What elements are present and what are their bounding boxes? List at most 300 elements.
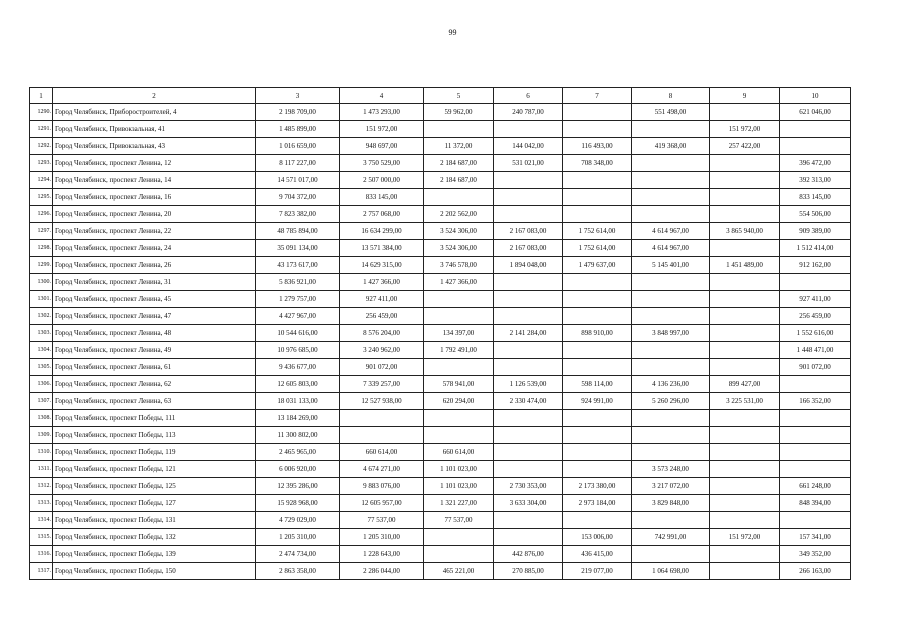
value-cell: 578 941,00 <box>424 376 494 393</box>
value-cell: 1 448 471,00 <box>780 342 851 359</box>
value-cell: 12 527 938,00 <box>340 393 424 410</box>
value-cell: 4 427 967,00 <box>256 308 340 325</box>
value-cell: 833 145,00 <box>780 189 851 206</box>
value-cell: 531 021,00 <box>494 155 563 172</box>
value-cell: 598 114,00 <box>563 376 632 393</box>
value-cell: 1 228 643,00 <box>340 546 424 563</box>
value-cell: 924 991,00 <box>563 393 632 410</box>
value-cell <box>780 376 851 393</box>
address-cell: Город Челябинск, проспект Ленина, 63 <box>53 393 256 410</box>
value-cell <box>563 444 632 461</box>
value-cell: 2 474 734,00 <box>256 546 340 563</box>
value-cell <box>710 274 780 291</box>
value-cell: 3 848 997,00 <box>632 325 710 342</box>
value-cell <box>632 546 710 563</box>
value-cell: 10 976 685,00 <box>256 342 340 359</box>
value-cell: 4 136 236,00 <box>632 376 710 393</box>
value-cell <box>710 461 780 478</box>
value-cell <box>424 359 494 376</box>
value-cell <box>780 274 851 291</box>
value-cell: 12 605 803,00 <box>256 376 340 393</box>
value-cell: 2 465 965,00 <box>256 444 340 461</box>
value-cell: 901 072,00 <box>780 359 851 376</box>
row-number-cell: 1294. <box>30 172 53 189</box>
row-number-cell: 1317. <box>30 563 53 580</box>
value-cell: 219 077,00 <box>563 563 632 580</box>
value-cell: 2 173 380,00 <box>563 478 632 495</box>
row-number-cell: 1304. <box>30 342 53 359</box>
value-cell <box>632 189 710 206</box>
row-number-cell: 1303. <box>30 325 53 342</box>
value-cell <box>780 444 851 461</box>
address-cell: Город Челябинск, проспект Победы, 113 <box>53 427 256 444</box>
value-cell <box>632 206 710 223</box>
value-cell <box>494 172 563 189</box>
value-cell <box>424 291 494 308</box>
header-cell: 5 <box>424 88 494 104</box>
value-cell: 1 427 366,00 <box>424 274 494 291</box>
address-cell: Город Челябинск, проспект Победы, 125 <box>53 478 256 495</box>
value-cell: 436 415,00 <box>563 546 632 563</box>
value-cell <box>563 172 632 189</box>
value-cell <box>632 342 710 359</box>
value-cell: 661 248,00 <box>780 478 851 495</box>
value-cell <box>424 546 494 563</box>
table-row <box>30 223 851 240</box>
row-number-cell: 1311. <box>30 461 53 478</box>
value-cell: 2 286 044,00 <box>340 563 424 580</box>
value-cell: 18 031 133,00 <box>256 393 340 410</box>
value-cell: 13 571 384,00 <box>340 240 424 257</box>
row-number-cell: 1296. <box>30 206 53 223</box>
header-cell: 7 <box>563 88 632 104</box>
value-cell <box>710 444 780 461</box>
value-cell: 909 389,00 <box>780 223 851 240</box>
value-cell <box>710 155 780 172</box>
value-cell: 9 883 076,00 <box>340 478 424 495</box>
table-row <box>30 342 851 359</box>
value-cell: 1 485 899,00 <box>256 121 340 138</box>
table-row <box>30 138 851 155</box>
value-cell: 10 544 616,00 <box>256 325 340 342</box>
value-cell <box>780 121 851 138</box>
table-row <box>30 478 851 495</box>
value-cell: 3 865 940,00 <box>710 223 780 240</box>
row-number-cell: 1305. <box>30 359 53 376</box>
value-cell <box>710 104 780 121</box>
value-cell <box>710 495 780 512</box>
value-cell <box>563 121 632 138</box>
table-header-row <box>30 88 851 104</box>
value-cell: 1 427 366,00 <box>340 274 424 291</box>
value-cell: 419 368,00 <box>632 138 710 155</box>
value-cell: 927 411,00 <box>340 291 424 308</box>
value-cell: 48 785 894,00 <box>256 223 340 240</box>
header-cell: 1 <box>30 88 53 104</box>
value-cell <box>563 189 632 206</box>
value-cell: 1 473 293,00 <box>340 104 424 121</box>
address-cell: Город Челябинск, проспект Победы, 132 <box>53 529 256 546</box>
value-cell <box>710 342 780 359</box>
value-cell: 134 397,00 <box>424 325 494 342</box>
value-cell <box>563 206 632 223</box>
value-cell: 899 427,00 <box>710 376 780 393</box>
row-number-cell: 1314. <box>30 512 53 529</box>
value-cell <box>710 308 780 325</box>
value-cell: 2 757 068,00 <box>340 206 424 223</box>
address-cell: Город Челябинск, проспект Победы, 131 <box>53 512 256 529</box>
value-cell <box>632 512 710 529</box>
address-cell: Город Челябинск, проспект Ленина, 47 <box>53 308 256 325</box>
value-cell: 11 300 802,00 <box>256 427 340 444</box>
table-row <box>30 359 851 376</box>
value-cell <box>563 359 632 376</box>
address-cell: Город Челябинск, проспект Ленина, 48 <box>53 325 256 342</box>
table-row <box>30 410 851 427</box>
row-number-cell: 1307. <box>30 393 53 410</box>
value-cell: 898 910,00 <box>563 325 632 342</box>
value-cell <box>494 512 563 529</box>
value-cell <box>710 427 780 444</box>
value-cell <box>710 240 780 257</box>
value-cell: 257 422,00 <box>710 138 780 155</box>
value-cell <box>632 444 710 461</box>
value-cell: 3 829 848,00 <box>632 495 710 512</box>
value-cell <box>563 427 632 444</box>
value-cell: 1 205 310,00 <box>340 529 424 546</box>
value-cell: 392 313,00 <box>780 172 851 189</box>
value-cell: 7 823 382,00 <box>256 206 340 223</box>
value-cell: 620 294,00 <box>424 393 494 410</box>
value-cell <box>780 512 851 529</box>
value-cell: 166 352,00 <box>780 393 851 410</box>
header-cell: 6 <box>494 88 563 104</box>
value-cell <box>563 274 632 291</box>
value-cell: 396 472,00 <box>780 155 851 172</box>
row-number-cell: 1293. <box>30 155 53 172</box>
value-cell: 15 928 968,00 <box>256 495 340 512</box>
value-cell <box>424 529 494 546</box>
value-cell <box>710 546 780 563</box>
value-cell <box>494 274 563 291</box>
value-cell: 4 614 967,00 <box>632 240 710 257</box>
table-row <box>30 121 851 138</box>
header-cell: 10 <box>780 88 851 104</box>
value-cell: 901 072,00 <box>340 359 424 376</box>
value-cell <box>563 410 632 427</box>
table-row <box>30 189 851 206</box>
row-number-cell: 1312. <box>30 478 53 495</box>
header-cell: 8 <box>632 88 710 104</box>
value-cell: 1 321 227,00 <box>424 495 494 512</box>
value-cell <box>632 274 710 291</box>
value-cell: 77 537,00 <box>424 512 494 529</box>
table-row <box>30 376 851 393</box>
address-cell: Город Челябинск, проспект Ленина, 16 <box>53 189 256 206</box>
address-cell: Город Челябинск, проспект Ленина, 49 <box>53 342 256 359</box>
value-cell <box>494 206 563 223</box>
value-cell <box>710 512 780 529</box>
value-cell: 1 752 614,00 <box>563 223 632 240</box>
value-cell: 13 184 269,00 <box>256 410 340 427</box>
value-cell <box>494 121 563 138</box>
value-cell <box>563 512 632 529</box>
value-cell: 3 746 578,00 <box>424 257 494 274</box>
table-row <box>30 461 851 478</box>
row-number-cell: 1298. <box>30 240 53 257</box>
row-number-cell: 1316. <box>30 546 53 563</box>
value-cell <box>632 410 710 427</box>
value-cell: 2 184 687,00 <box>424 172 494 189</box>
value-cell: 6 006 920,00 <box>256 461 340 478</box>
table-row <box>30 546 851 563</box>
value-cell: 8 117 227,00 <box>256 155 340 172</box>
address-cell: Город Челябинск, проспект Ленина, 31 <box>53 274 256 291</box>
value-cell <box>632 291 710 308</box>
table-row <box>30 427 851 444</box>
row-number-cell: 1290. <box>30 104 53 121</box>
value-cell <box>494 461 563 478</box>
value-cell: 3 573 248,00 <box>632 461 710 478</box>
value-cell: 3 217 072,00 <box>632 478 710 495</box>
value-cell <box>632 155 710 172</box>
value-cell: 2 198 709,00 <box>256 104 340 121</box>
value-cell: 8 576 204,00 <box>340 325 424 342</box>
value-cell <box>494 308 563 325</box>
value-cell: 2 507 000,00 <box>340 172 424 189</box>
value-cell <box>780 461 851 478</box>
value-cell: 11 372,00 <box>424 138 494 155</box>
value-cell: 465 221,00 <box>424 563 494 580</box>
value-cell <box>494 427 563 444</box>
row-number-cell: 1315. <box>30 529 53 546</box>
value-cell <box>424 308 494 325</box>
table-row <box>30 325 851 342</box>
row-number-cell: 1301. <box>30 291 53 308</box>
value-cell: 660 614,00 <box>424 444 494 461</box>
value-cell: 742 991,00 <box>632 529 710 546</box>
value-cell <box>340 427 424 444</box>
table-row <box>30 104 851 121</box>
value-cell: 621 046,00 <box>780 104 851 121</box>
value-cell: 2 863 358,00 <box>256 563 340 580</box>
row-number-cell: 1313. <box>30 495 53 512</box>
value-cell: 144 042,00 <box>494 138 563 155</box>
page-number: 99 <box>448 28 457 37</box>
value-cell: 1 016 659,00 <box>256 138 340 155</box>
row-number-cell: 1300. <box>30 274 53 291</box>
address-cell: Город Челябинск, проспект Победы, 139 <box>53 546 256 563</box>
value-cell: 442 876,00 <box>494 546 563 563</box>
address-cell: Город Челябинск, проспект Ленина, 22 <box>53 223 256 240</box>
row-number-cell: 1299. <box>30 257 53 274</box>
value-cell: 12 395 286,00 <box>256 478 340 495</box>
row-number-cell: 1292. <box>30 138 53 155</box>
value-cell: 551 498,00 <box>632 104 710 121</box>
table-body <box>30 88 851 580</box>
value-cell <box>494 410 563 427</box>
value-cell <box>563 342 632 359</box>
value-cell: 151 972,00 <box>710 529 780 546</box>
row-number-cell: 1302. <box>30 308 53 325</box>
value-cell: 660 614,00 <box>340 444 424 461</box>
value-cell: 43 173 617,00 <box>256 257 340 274</box>
value-cell: 2 730 353,00 <box>494 478 563 495</box>
address-cell: Город Челябинск, проспект Ленина, 24 <box>53 240 256 257</box>
value-cell <box>494 359 563 376</box>
table-row <box>30 274 851 291</box>
value-cell: 349 352,00 <box>780 546 851 563</box>
value-cell: 2 141 284,00 <box>494 325 563 342</box>
address-cell: Город Челябинск, проспект Ленина, 12 <box>53 155 256 172</box>
value-cell <box>710 172 780 189</box>
row-number-cell: 1306. <box>30 376 53 393</box>
value-cell: 9 704 372,00 <box>256 189 340 206</box>
value-cell: 270 885,00 <box>494 563 563 580</box>
value-cell <box>494 529 563 546</box>
value-cell <box>494 444 563 461</box>
value-cell: 266 163,00 <box>780 563 851 580</box>
value-cell <box>424 121 494 138</box>
value-cell <box>563 291 632 308</box>
value-cell: 2 330 474,00 <box>494 393 563 410</box>
row-number-cell: 1297. <box>30 223 53 240</box>
value-cell: 151 972,00 <box>710 121 780 138</box>
value-cell <box>632 121 710 138</box>
value-cell <box>340 410 424 427</box>
value-cell <box>494 342 563 359</box>
value-cell <box>632 308 710 325</box>
value-cell: 5 836 921,00 <box>256 274 340 291</box>
value-cell: 116 493,00 <box>563 138 632 155</box>
address-cell: Город Челябинск, проспект Ленина, 26 <box>53 257 256 274</box>
value-cell <box>710 206 780 223</box>
value-cell: 1 064 698,00 <box>632 563 710 580</box>
header-cell: 3 <box>256 88 340 104</box>
value-cell: 1 101 023,00 <box>424 478 494 495</box>
header-cell: 4 <box>340 88 424 104</box>
value-cell: 554 506,00 <box>780 206 851 223</box>
value-cell <box>780 410 851 427</box>
value-cell: 9 436 677,00 <box>256 359 340 376</box>
value-cell: 77 537,00 <box>340 512 424 529</box>
value-cell: 3 633 304,00 <box>494 495 563 512</box>
value-cell: 708 348,00 <box>563 155 632 172</box>
value-cell: 1 101 023,00 <box>424 461 494 478</box>
value-cell <box>563 104 632 121</box>
value-cell <box>424 189 494 206</box>
value-cell: 1 451 489,00 <box>710 257 780 274</box>
value-cell <box>710 359 780 376</box>
table-row <box>30 291 851 308</box>
value-cell: 153 006,00 <box>563 529 632 546</box>
address-cell: Город Челябинск, проспект Ленина, 62 <box>53 376 256 393</box>
value-cell <box>632 427 710 444</box>
value-cell: 14 571 017,00 <box>256 172 340 189</box>
value-cell: 1 792 491,00 <box>424 342 494 359</box>
value-cell: 3 524 306,00 <box>424 223 494 240</box>
value-cell <box>424 427 494 444</box>
header-cell: 9 <box>710 88 780 104</box>
address-cell: Город Челябинск, проспект Победы, 127 <box>53 495 256 512</box>
value-cell: 151 972,00 <box>340 121 424 138</box>
table-row <box>30 308 851 325</box>
value-cell: 3 524 306,00 <box>424 240 494 257</box>
table-row <box>30 206 851 223</box>
value-cell: 833 145,00 <box>340 189 424 206</box>
value-cell: 3 750 529,00 <box>340 155 424 172</box>
value-cell: 3 225 531,00 <box>710 393 780 410</box>
value-cell: 14 629 315,00 <box>340 257 424 274</box>
address-cell: Город Челябинск, проспект Победы, 111 <box>53 410 256 427</box>
value-cell: 2 167 083,00 <box>494 240 563 257</box>
value-cell: 848 394,00 <box>780 495 851 512</box>
table-row <box>30 155 851 172</box>
value-cell: 1 552 616,00 <box>780 325 851 342</box>
address-cell: Город Челябинск, проспект Ленина, 61 <box>53 359 256 376</box>
address-cell: Город Челябинск, проспект Ленина, 45 <box>53 291 256 308</box>
value-cell <box>424 410 494 427</box>
table-row <box>30 257 851 274</box>
address-cell: Город Челябинск, Привокзальная, 43 <box>53 138 256 155</box>
address-cell: Город Челябинск, проспект Победы, 119 <box>53 444 256 461</box>
value-cell <box>710 325 780 342</box>
table-row <box>30 240 851 257</box>
register-table <box>29 87 851 580</box>
value-cell: 59 962,00 <box>424 104 494 121</box>
value-cell <box>710 563 780 580</box>
value-cell: 5 260 296,00 <box>632 393 710 410</box>
address-cell: Город Челябинск, проспект Победы, 121 <box>53 461 256 478</box>
value-cell: 3 240 962,00 <box>340 342 424 359</box>
value-cell <box>494 189 563 206</box>
table-row <box>30 172 851 189</box>
value-cell <box>710 410 780 427</box>
value-cell <box>780 138 851 155</box>
value-cell: 7 339 257,00 <box>340 376 424 393</box>
value-cell: 2 184 687,00 <box>424 155 494 172</box>
table-row <box>30 495 851 512</box>
row-number-cell: 1309. <box>30 427 53 444</box>
row-number-cell: 1295. <box>30 189 53 206</box>
address-cell: Город Челябинск, Привокзальная, 41 <box>53 121 256 138</box>
table-row <box>30 529 851 546</box>
value-cell: 157 341,00 <box>780 529 851 546</box>
value-cell: 4 729 029,00 <box>256 512 340 529</box>
value-cell: 16 634 299,00 <box>340 223 424 240</box>
row-number-cell: 1308. <box>30 410 53 427</box>
value-cell: 2 973 184,00 <box>563 495 632 512</box>
value-cell: 240 787,00 <box>494 104 563 121</box>
value-cell: 927 411,00 <box>780 291 851 308</box>
table-row <box>30 393 851 410</box>
value-cell: 35 091 134,00 <box>256 240 340 257</box>
value-cell: 1 894 048,00 <box>494 257 563 274</box>
row-number-cell: 1291. <box>30 121 53 138</box>
address-cell: Город Челябинск, Приборостроителей, 4 <box>53 104 256 121</box>
address-cell: Город Челябинск, проспект Победы, 150 <box>53 563 256 580</box>
row-number-cell: 1310. <box>30 444 53 461</box>
value-cell: 948 697,00 <box>340 138 424 155</box>
value-cell <box>780 427 851 444</box>
value-cell <box>710 189 780 206</box>
header-cell: 2 <box>53 88 256 104</box>
value-cell: 912 162,00 <box>780 257 851 274</box>
value-cell: 2 202 562,00 <box>424 206 494 223</box>
value-cell <box>632 359 710 376</box>
value-cell: 4 674 271,00 <box>340 461 424 478</box>
value-cell <box>710 478 780 495</box>
